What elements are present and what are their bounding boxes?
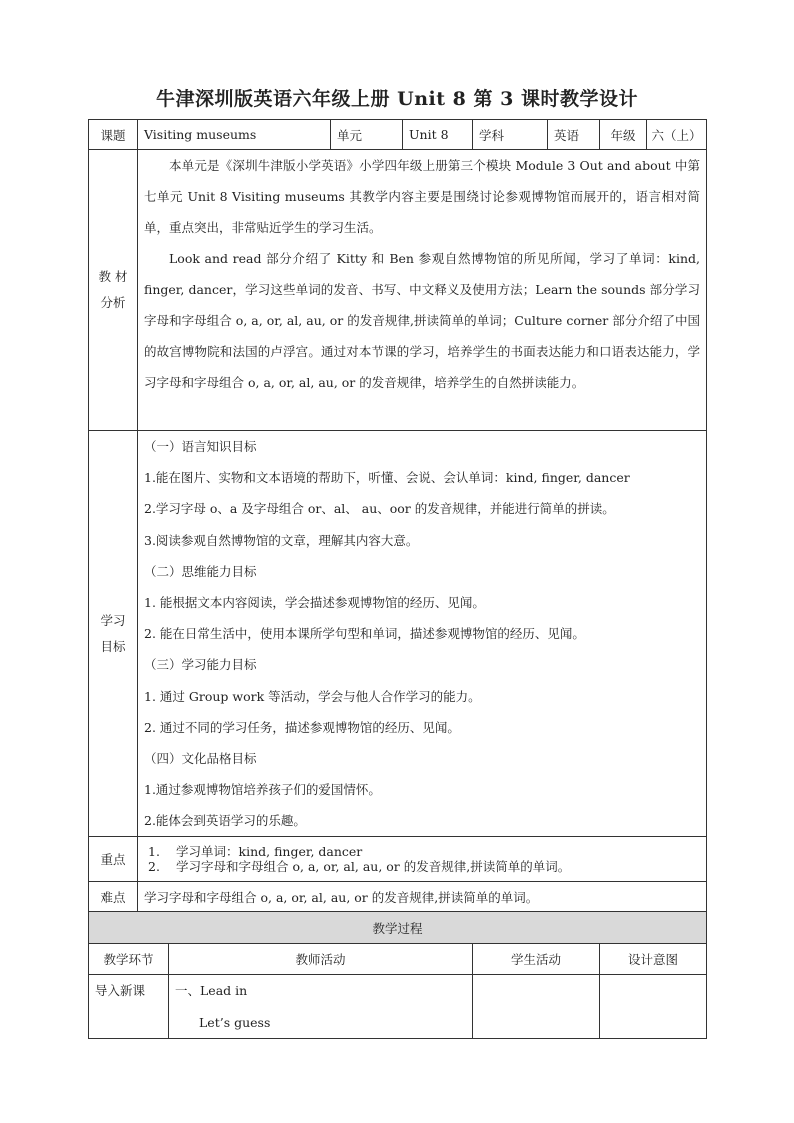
- unit-label: 单元: [331, 120, 403, 150]
- lesson-plan-table: [88, 119, 707, 1039]
- keypoints-row: [89, 837, 707, 882]
- keypoint-number: 1.: [148, 844, 160, 860]
- objectives-content: [138, 431, 707, 837]
- objective-line: 2. 能在日常生活中，使用本课所学句型和单词，描述参观博物馆的经历、见闻。: [144, 626, 585, 642]
- analysis-label: [89, 150, 138, 431]
- subject-value: 英语: [548, 120, 600, 150]
- unit-value: Unit 8: [403, 120, 473, 150]
- header-row: [89, 120, 707, 150]
- process-columns-row: [89, 944, 707, 975]
- teacher-line-1: 一、Lead in: [175, 983, 248, 999]
- objectives-label-line1: 学习: [100, 612, 126, 628]
- keypoint-item: [138, 844, 706, 859]
- process-heading: 教学过程: [89, 912, 707, 944]
- teacher-cell: [169, 975, 473, 1038]
- analysis-content: [138, 150, 707, 431]
- objectives-row: [89, 431, 707, 837]
- student-cell: [473, 975, 600, 1038]
- objective-line: 1.通过参观博物馆培养孩子们的爱国情怀。: [144, 782, 381, 798]
- topic-label: 课题: [89, 120, 138, 150]
- objective-line: （一）语言知识目标: [144, 439, 257, 454]
- keypoints-content: [138, 837, 707, 882]
- objective-line: （四）文化品格目标: [144, 750, 257, 766]
- objective-line: 2. 通过不同的学习任务，描述参观博物馆的经历、见闻。: [144, 719, 460, 735]
- grade-label: 年级: [600, 120, 647, 150]
- difficulties-row: [89, 882, 707, 912]
- keypoint-text: 学习字母和字母组合 o, a, or, al, au, or 的发音规律,拼读简单的单词。: [176, 859, 571, 875]
- process-heading-row: [89, 912, 707, 944]
- stage-text: 导入新课: [95, 983, 146, 999]
- design-cell: [600, 975, 707, 1038]
- analysis-row: [89, 150, 707, 431]
- objective-line: （三）学习能力目标: [144, 657, 257, 673]
- col-teacher: 教师活动: [169, 944, 473, 975]
- objectives-label: [89, 431, 138, 837]
- stage-cell: [89, 975, 169, 1038]
- objective-line: 2.学习字母 o、a 及字母组合 or、al、 au、oor 的发音规律，并能进行简单的拼读。: [144, 501, 615, 517]
- analysis-label-line2: 分析: [100, 295, 126, 310]
- objective-line: 2.能体会到英语学习的乐趣。: [144, 813, 306, 829]
- objective-line: 3.阅读参观自然博物馆的文章，理解其内容大意。: [144, 532, 419, 548]
- subject-label: 学科: [473, 120, 548, 150]
- teacher-line-2: Let’s guess: [199, 1014, 271, 1030]
- analysis-paragraph-1: 本单元是《深圳牛津版小学英语》小学四年级上册第三个模块 Module 3 Out and about 中第七单元 Unit 8 Visiting museums 其教学内容主要是围绕讨论参观博物馆而展开的，语言相对简单，重点突出，非常贴近学生的学习生活。: [144, 158, 701, 235]
- objectives-label-line2: 目标: [100, 638, 126, 654]
- topic-value: Visiting museums: [138, 120, 331, 150]
- col-stage: 教学环节: [89, 944, 169, 975]
- analysis-label-line1: 教 材: [98, 269, 128, 284]
- keypoint-number: 2.: [148, 859, 160, 875]
- col-design: 设计意图: [600, 944, 707, 975]
- process-row: [89, 975, 707, 1038]
- col-student: 学生活动: [473, 944, 600, 975]
- analysis-paragraph-2: Look and read 部分介绍了 Kitty 和 Ben 参观自然博物馆的所见所闻，学习了单词：kind, finger, dancer，学习这些单词的发音、书写、中文释义及使用方法；Learn the sounds 部分学习字母和字母组合 o, a, or, al, au, or 的发音规律,拼读简单的单词；Culture corner 部分介绍了中国的故宫博物院和法国的卢浮宫。通过对本节课的学习，培养学生的书面表达能力和口语表达能力，学习字母和字母组合 o, a, or, al, au, or 的发音规律，培养学生的自然拼读能力。: [144, 251, 701, 390]
- objective-line: 1. 能根据文本内容阅读，学会描述参观博物馆的经历、见闻。: [144, 594, 485, 610]
- document-title: 牛津深圳版英语六年级上册 Unit 8 第 3 课时教学设计: [156, 88, 638, 110]
- grade-value: 六（上）: [647, 120, 707, 150]
- objective-line: （二）思维能力目标: [144, 563, 257, 579]
- keypoint-item: [138, 859, 706, 874]
- difficulties-label: 难点: [89, 882, 138, 912]
- keypoints-label: 重点: [89, 837, 138, 882]
- difficulties-text: 学习字母和字母组合 o, a, or, al, au, or 的发音规律,拼读简单的单词。: [138, 882, 707, 912]
- keypoint-text: 学习单词：kind, finger, dancer: [176, 844, 363, 860]
- objective-line: 1. 通过 Group work 等活动，学会与他人合作学习的能力。: [144, 688, 481, 704]
- objective-line: 1.能在图片、实物和文本语境的帮助下，听懂、会说、会认单词：kind, finger, dancer: [144, 470, 630, 486]
